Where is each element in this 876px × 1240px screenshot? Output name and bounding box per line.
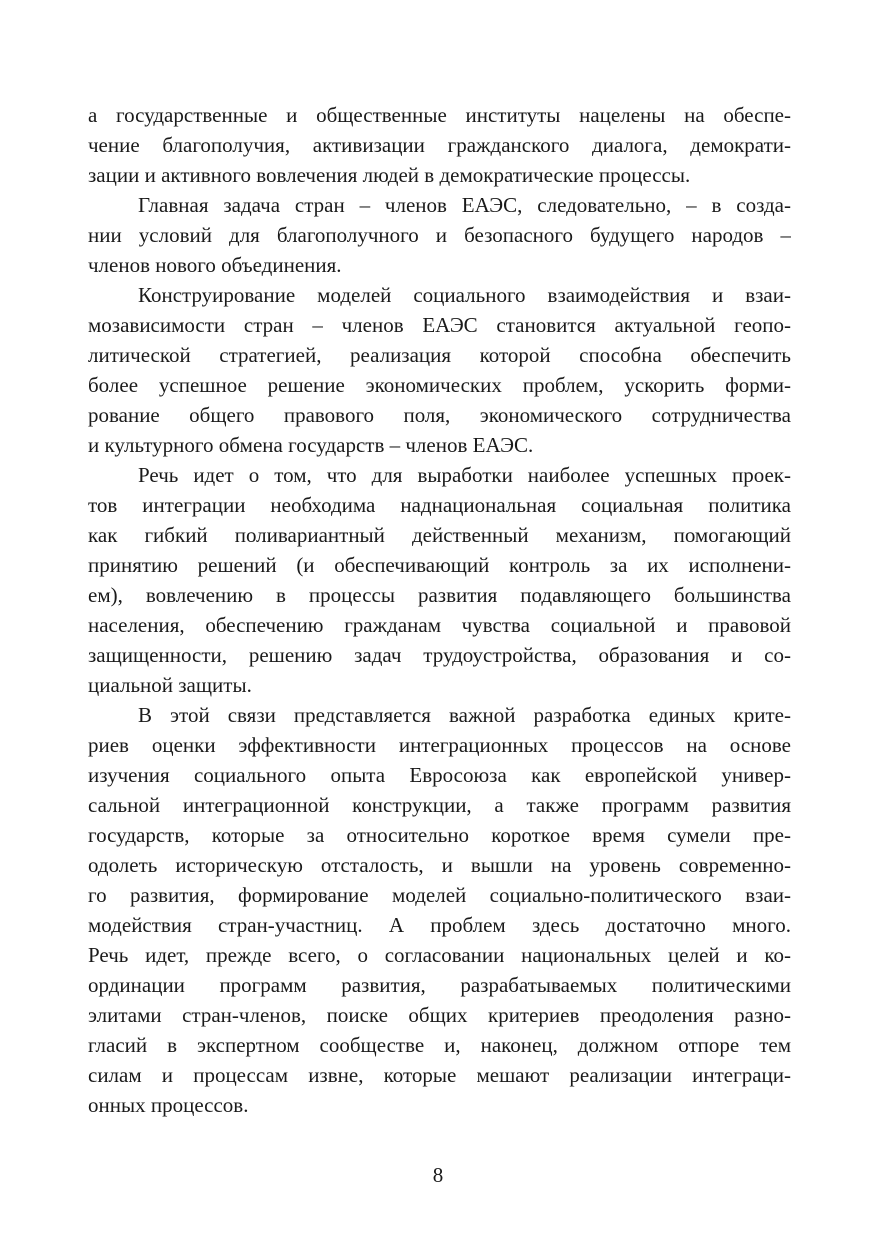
text-line: онных процессов. <box>88 1093 249 1117</box>
text-line: как гибкий поливариантный действенный механизм, помогающий <box>88 523 791 547</box>
text-line: государств, которые за относительно короткое время сумели пре- <box>88 823 791 847</box>
text-line: В этой связи представляется важной разработка единых крите- <box>138 703 791 727</box>
text-line: Речь идет, прежде всего, о согласовании национальных целей и ко- <box>88 943 791 967</box>
text-line: членов нового объединения. <box>88 253 342 277</box>
text-line: гласий в экспертном сообществе и, наконец, должном отпоре тем <box>88 1033 791 1057</box>
text-line: и культурного обмена государств – членов ЕАЭС. <box>88 433 534 457</box>
text-line: ординации программ развития, разрабатываемых политическими <box>88 973 791 997</box>
text-line: элитами стран-членов, поиске общих критериев преодоления разно- <box>88 1003 791 1027</box>
page-body <box>88 100 791 1120</box>
text-line: циальной защиты. <box>88 673 252 697</box>
paragraph-1 <box>88 100 791 190</box>
text-line: одолеть историческую отсталость, и вышли на уровень современно- <box>88 853 791 877</box>
paragraph-3 <box>88 280 791 460</box>
text-line: изучения социального опыта Евросоюза как европейской универ- <box>88 763 791 787</box>
text-line: литической стратегией, реализация которой способна обеспечить <box>88 343 791 367</box>
text-line: силам и процессам извне, которые мешают реализации интеграци- <box>88 1063 791 1087</box>
paragraph-4 <box>88 460 791 700</box>
text-line: зации и активного вовлечения людей в демократические процессы. <box>88 163 691 187</box>
text-line: мозависимости стран – членов ЕАЭС становится актуальной геопо- <box>88 313 791 337</box>
text-line: Главная задача стран – членов ЕАЭС, следовательно, – в созда- <box>138 193 791 217</box>
text-line: населения, обеспечению гражданам чувства социальной и правовой <box>88 613 791 637</box>
text-line: а государственные и общественные институты нацелены на обеспе- <box>88 103 791 127</box>
paragraph-2 <box>88 190 791 280</box>
text-line: принятию решений (и обеспечивающий контроль за их исполнени- <box>88 553 791 577</box>
text-line: Конструирование моделей социального взаимодействия и взаи- <box>138 283 791 307</box>
text-line: риев оценки эффективности интеграционных процессов на основе <box>88 733 791 757</box>
paragraph-5 <box>88 700 791 1120</box>
text-line: защищенности, решению задач трудоустройства, образования и со- <box>88 643 791 667</box>
text-line: рование общего правового поля, экономического сотрудничества <box>88 403 791 427</box>
text-line: сальной интеграционной конструкции, а также программ развития <box>88 793 791 817</box>
text-line: Речь идет о том, что для выработки наиболее успешных проек- <box>138 463 791 487</box>
page-number: 8 <box>432 1163 444 1187</box>
text-line: тов интеграции необходима наднациональная социальная политика <box>88 493 791 517</box>
text-line: более успешное решение экономических проблем, ускорить форми- <box>88 373 791 397</box>
text-line: го развития, формирование моделей социально-политического взаи- <box>88 883 791 907</box>
text-line: ем), вовлечению в процессы развития подавляющего большинства <box>88 583 791 607</box>
text-line: нии условий для благополучного и безопасного будущего народов – <box>88 223 791 247</box>
text-line: чение благополучия, активизации гражданского диалога, демократи- <box>88 133 791 157</box>
text-line: модействия стран-участниц. А проблем здесь достаточно много. <box>88 913 791 937</box>
